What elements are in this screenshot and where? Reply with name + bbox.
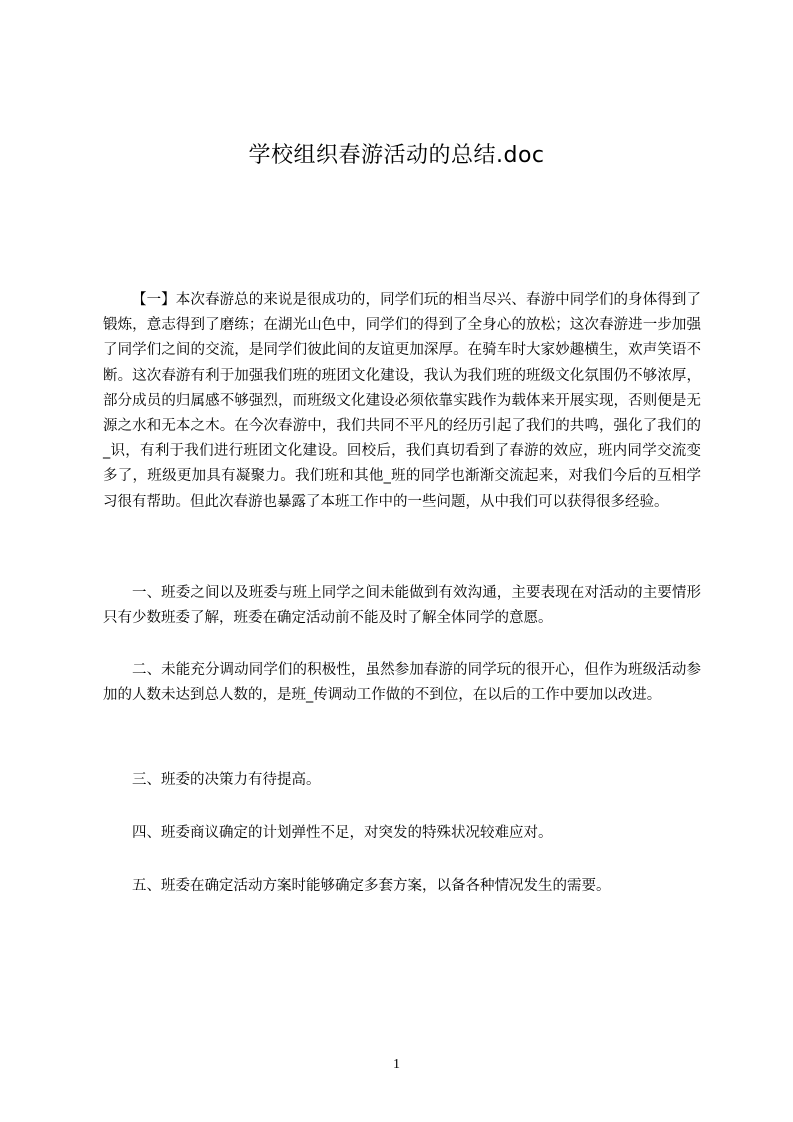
paragraph-item-5: 五、班委在确定活动方案时能够确定多套方案，以备各种情况发生的需要。 [132,878,611,894]
page-number: 1 [393,1057,400,1072]
paragraph-item-2: 二、未能充分调动同学们的积极性，虽然参加春游的同学玩的很开心，但作为班级活动参加的人数未达到总人数的，是班_传调动工作做的不到位，在以后的工作中要加以改进。 [103,662,701,704]
document-title: 学校组织春游活动的总结.doc [248,143,545,168]
paragraph-item-1: 一、班委之间以及班委与班上同学之间未能做到有效沟通，主要表现在对活动的主要情形只有少数班委了解，班委在确定活动前不能及时了解全体同学的意愿。 [103,585,701,627]
paragraph-item-4: 四、班委商议确定的计划弹性不足，对突发的特殊状况较难应对。 [132,825,553,841]
intro-paragraph: 【一】本次春游总的来说是很成功的，同学们玩的相当尽兴、春游中同学们的身体得到了锻炼，意志得到了磨练；在湖光山色中，同学们的得到了全身心的放松；这次春游进一步加强了同学们之间的交流，是同学们彼此间的友谊更加深厚。在骑车时大家妙趣横生，欢声笑语不断。这次春游有利于加强我们班的班团文化建设，我认为我们班的班级文化氛围仍不够浓厚，部分成员的归属感不够强烈，而班级文化建设必须依靠实践作为载体来开展实现，否则便是无源之水和无本之木。在今次春游中，我们共同不平凡的经历引起了我们的共鸣，强化了我们的_识，有利于我们进行班团文化建设。回校后，我们真切看到了春游的效应，班内同学交流变多了，班级更加具有凝聚力。我们班和其他_班的同学也渐渐交流起来，对我们今后的互相学习很有帮助。但此次春游也暴露了本班工作中的一些问题，从中我们可以获得很多经验。 [103,292,701,510]
paragraph-item-3: 三、班委的决策力有待提高。 [132,772,321,788]
